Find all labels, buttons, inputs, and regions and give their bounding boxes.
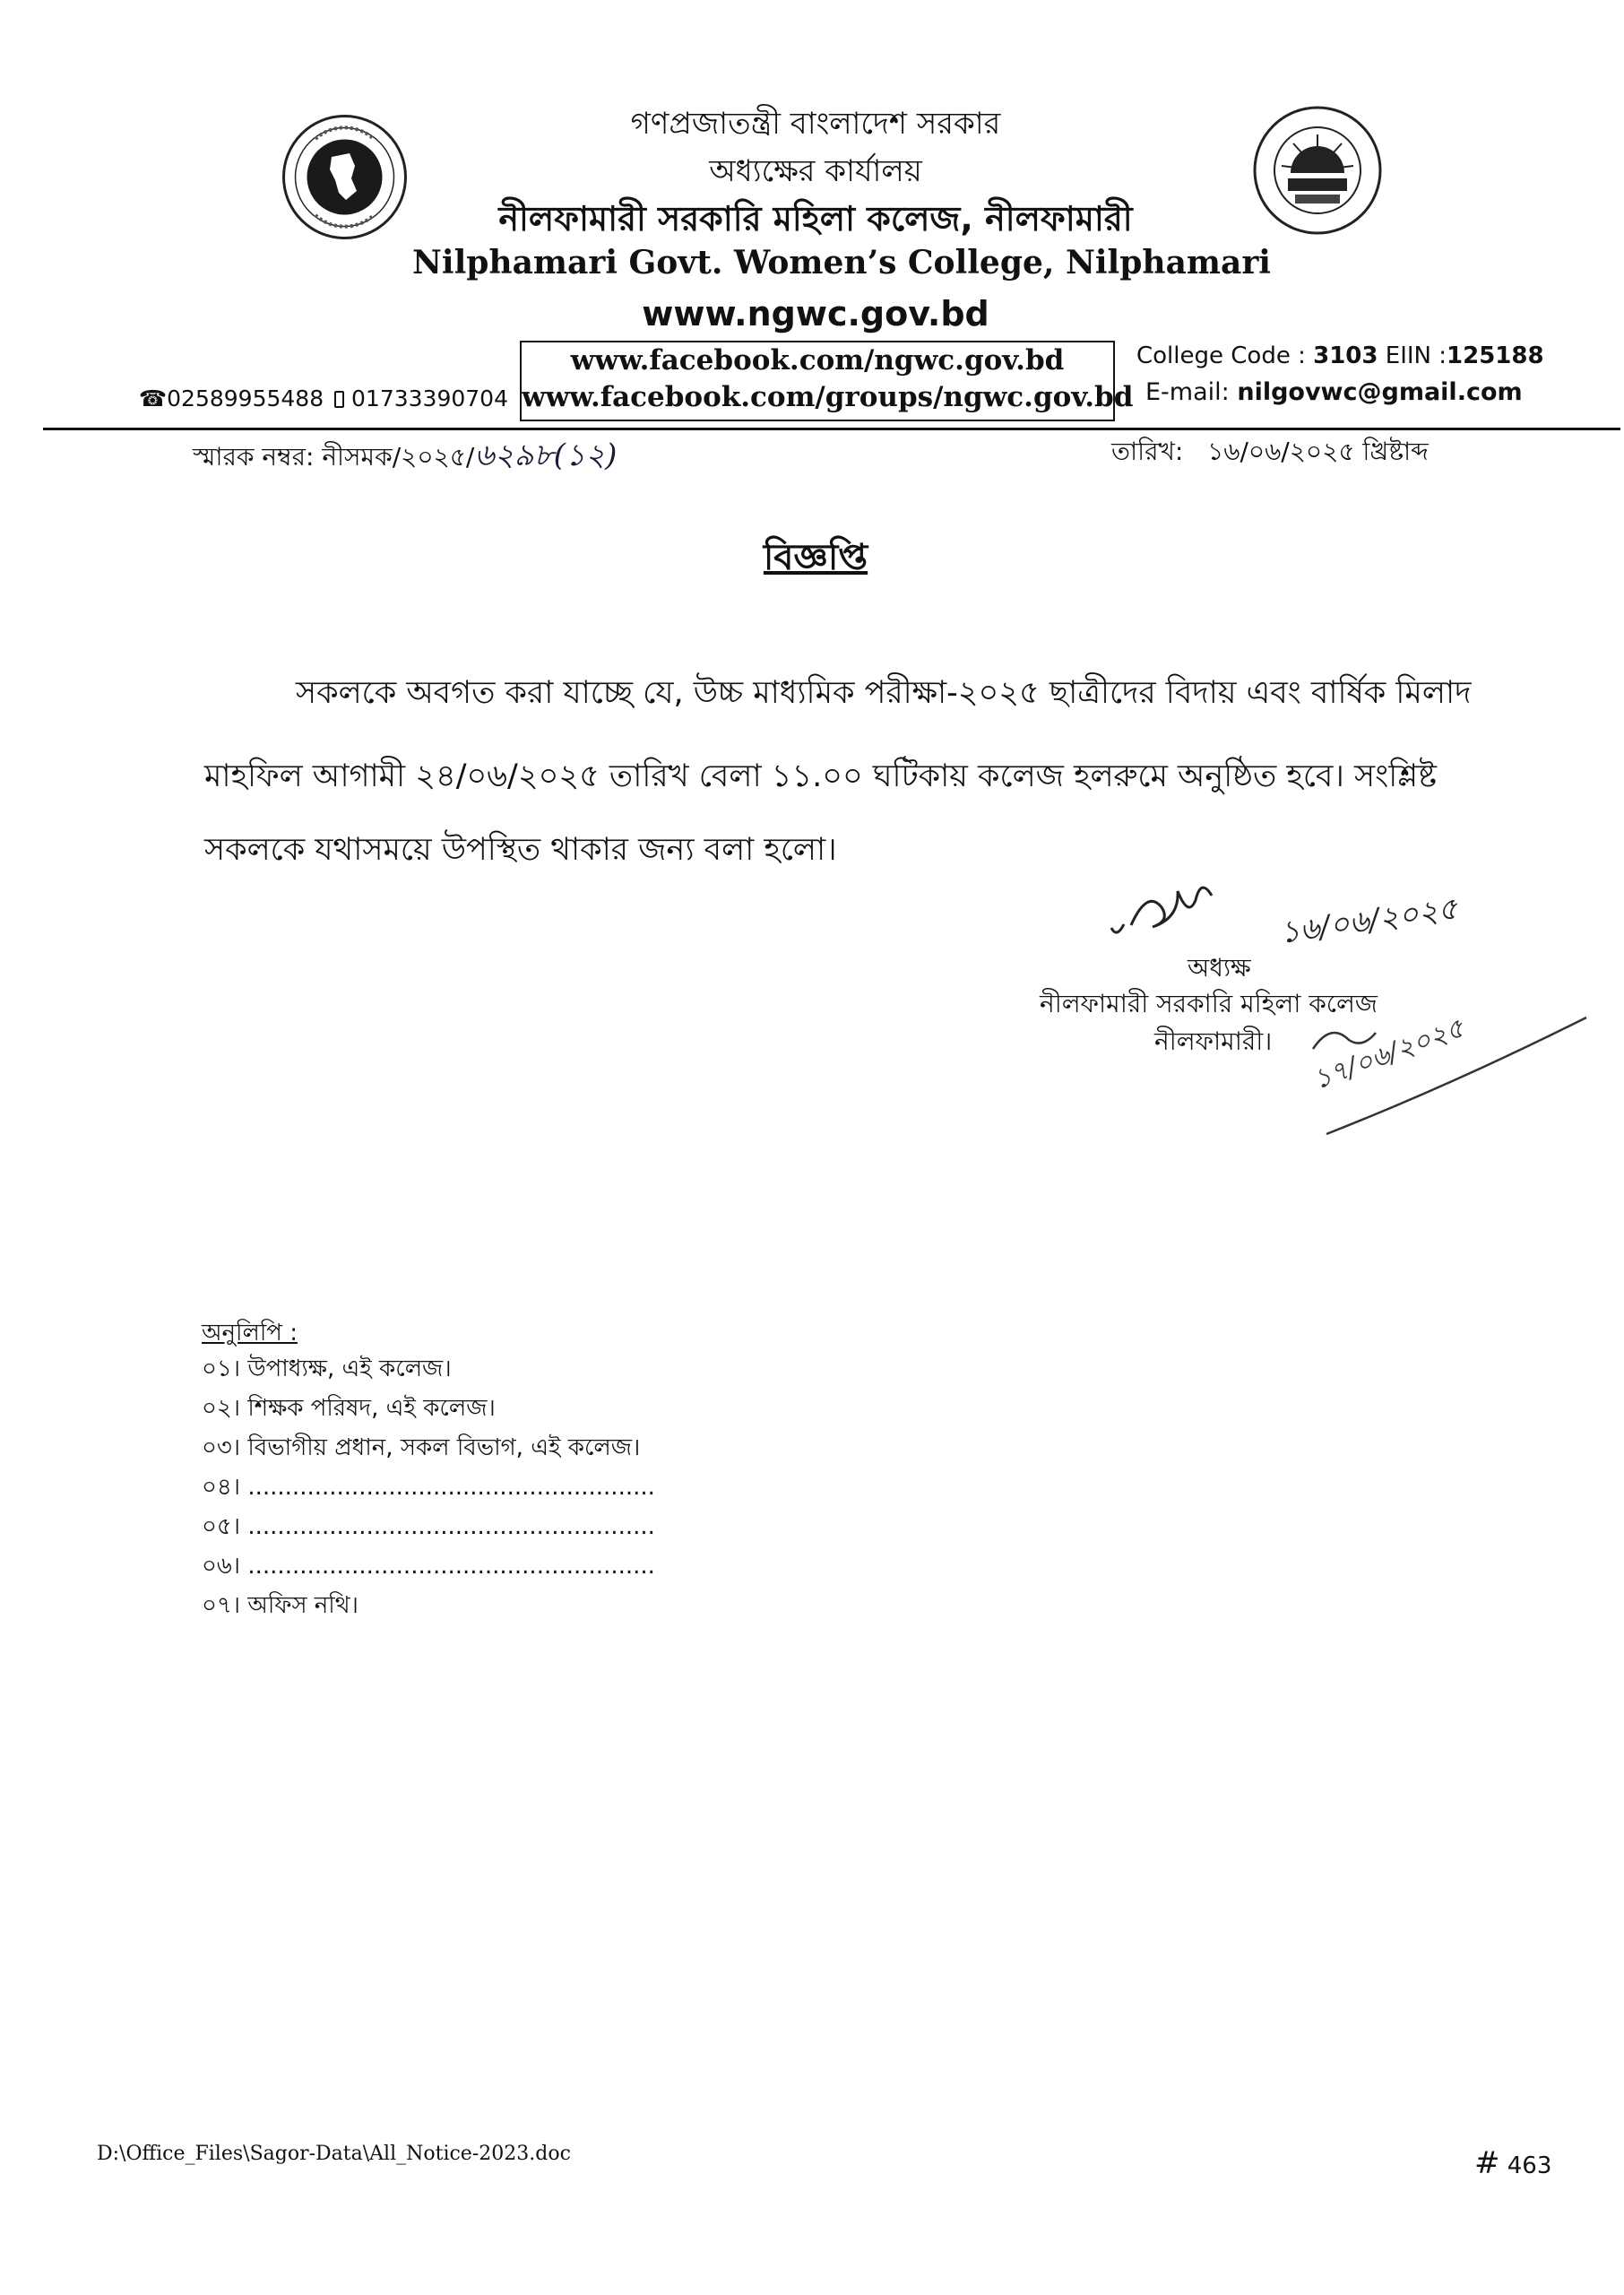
receipt-handwritten-date: ১৭/০৬/২০২৫ — [1309, 1012, 1469, 1096]
college-seal — [1250, 103, 1385, 238]
contact-numbers — [139, 385, 508, 411]
copy-item: ০১। উপাধ্যক্ষ, এই কলেজ। — [202, 1355, 452, 1382]
mobile-phone-icon — [334, 391, 344, 408]
hash-symbol: # — [1474, 2145, 1500, 2181]
signature-handwritten-date: ১৬/০৬/২০২৫ — [1277, 890, 1460, 951]
copy-item: ০২। শিক্ষক পরিষদ, এই কলেজ। — [202, 1395, 496, 1422]
signatory-city: নীলফামারী। — [1154, 1026, 1273, 1056]
mobile-number: 01733390704 — [351, 385, 508, 411]
college-name-bangla: নীলফামারী সরকারি মহিলা কলেজ, নীলফামারী — [498, 199, 1133, 238]
notice-body-line: সকলকে যথাসময়ে উপস্থিত থাকার জন্য বলা হলো। — [204, 832, 837, 868]
eiin-number: 125188 — [1447, 342, 1544, 369]
college-code: 3103 — [1313, 342, 1378, 369]
notice-body-line: সকলকে অবগত করা যাচ্ছে যে, উচ্চ মাধ্যমিক পরীক্ষা-২০২৫ ছাত্রীদের বিদায় এবং বার্ষিক মিলাদ — [296, 675, 1472, 711]
copy-item: ০৪। ....................................................... — [202, 1474, 655, 1501]
facebook-group-link: www.facebook.com/groups/ngwc.gov.bd — [522, 381, 1134, 413]
college-code-line — [1136, 342, 1544, 369]
memo-date — [1111, 432, 1429, 474]
government-name: গণপ্রজাতন্ত্রী বাংলাদেশ সরকার — [630, 106, 1001, 142]
date-label: তারিখ: — [1111, 437, 1184, 466]
facebook-links-box — [520, 341, 1134, 421]
copy-item: ০৫। ....................................................... — [202, 1513, 655, 1540]
office-name: অধ্যক্ষের কার্যালয় — [709, 153, 922, 189]
file-path: D:\Office_Files\Sagor-Data\All_Notice-2023.doc — [97, 2143, 571, 2165]
phone-number: 02589955488 — [167, 385, 324, 411]
copy-item: ০৩। বিভাগীয় প্রধান, সকল বিভাগ, এই কলেজ। — [202, 1434, 641, 1461]
date-value: ১৬/০৬/২০২৫ খ্রিষ্টাব্দ — [1207, 437, 1429, 466]
memo-number — [193, 432, 617, 483]
signatory-title: অধ্যক্ষ — [1188, 953, 1251, 983]
email-address: nilgovwc@gmail.com — [1237, 378, 1523, 406]
email-label: E-mail: — [1145, 378, 1230, 406]
memo-label: স্মারক নম্বর: নীসমক/২০২৫/ — [193, 442, 475, 472]
government-seal — [280, 112, 410, 242]
college-code-label: College Code : — [1136, 342, 1306, 369]
copy-item: ০৭। অফিস নথি। — [202, 1592, 358, 1619]
page-number — [1474, 2145, 1551, 2181]
copies-heading: অনুলিপি : — [202, 1320, 298, 1347]
eiin-label: EIIN : — [1385, 342, 1447, 369]
email-line — [1145, 378, 1523, 406]
notice-title: বিজ্ঞপ্তি — [763, 537, 868, 578]
signatory-college: নীলফামারী সরকারি মহিলা কলেজ — [1040, 989, 1378, 1018]
notice-body-line: মাহফিল আগামী ২৪/০৬/২০২৫ তারিখ বেলা ১১.০০ ঘটিকায় কলেজ হলরুমে অনুষ্ঠিত হবে। সংশ্লিষ্ট — [204, 758, 1438, 794]
website-link: www.ngwc.gov.bd — [642, 294, 989, 333]
copies-list — [202, 1349, 655, 1625]
memo-handwritten-number: ৬২৯৮(১২) — [474, 437, 618, 473]
header-divider — [43, 428, 1620, 430]
telephone-icon: ☎ — [139, 385, 168, 411]
page-number-value: 463 — [1507, 2152, 1552, 2179]
copy-item: ০৬। ....................................................... — [202, 1553, 655, 1580]
college-name-english: Nilphamari Govt. Women’s College, Nilphamari — [412, 244, 1271, 281]
facebook-page-link: www.facebook.com/ngwc.gov.bd — [570, 344, 1065, 377]
